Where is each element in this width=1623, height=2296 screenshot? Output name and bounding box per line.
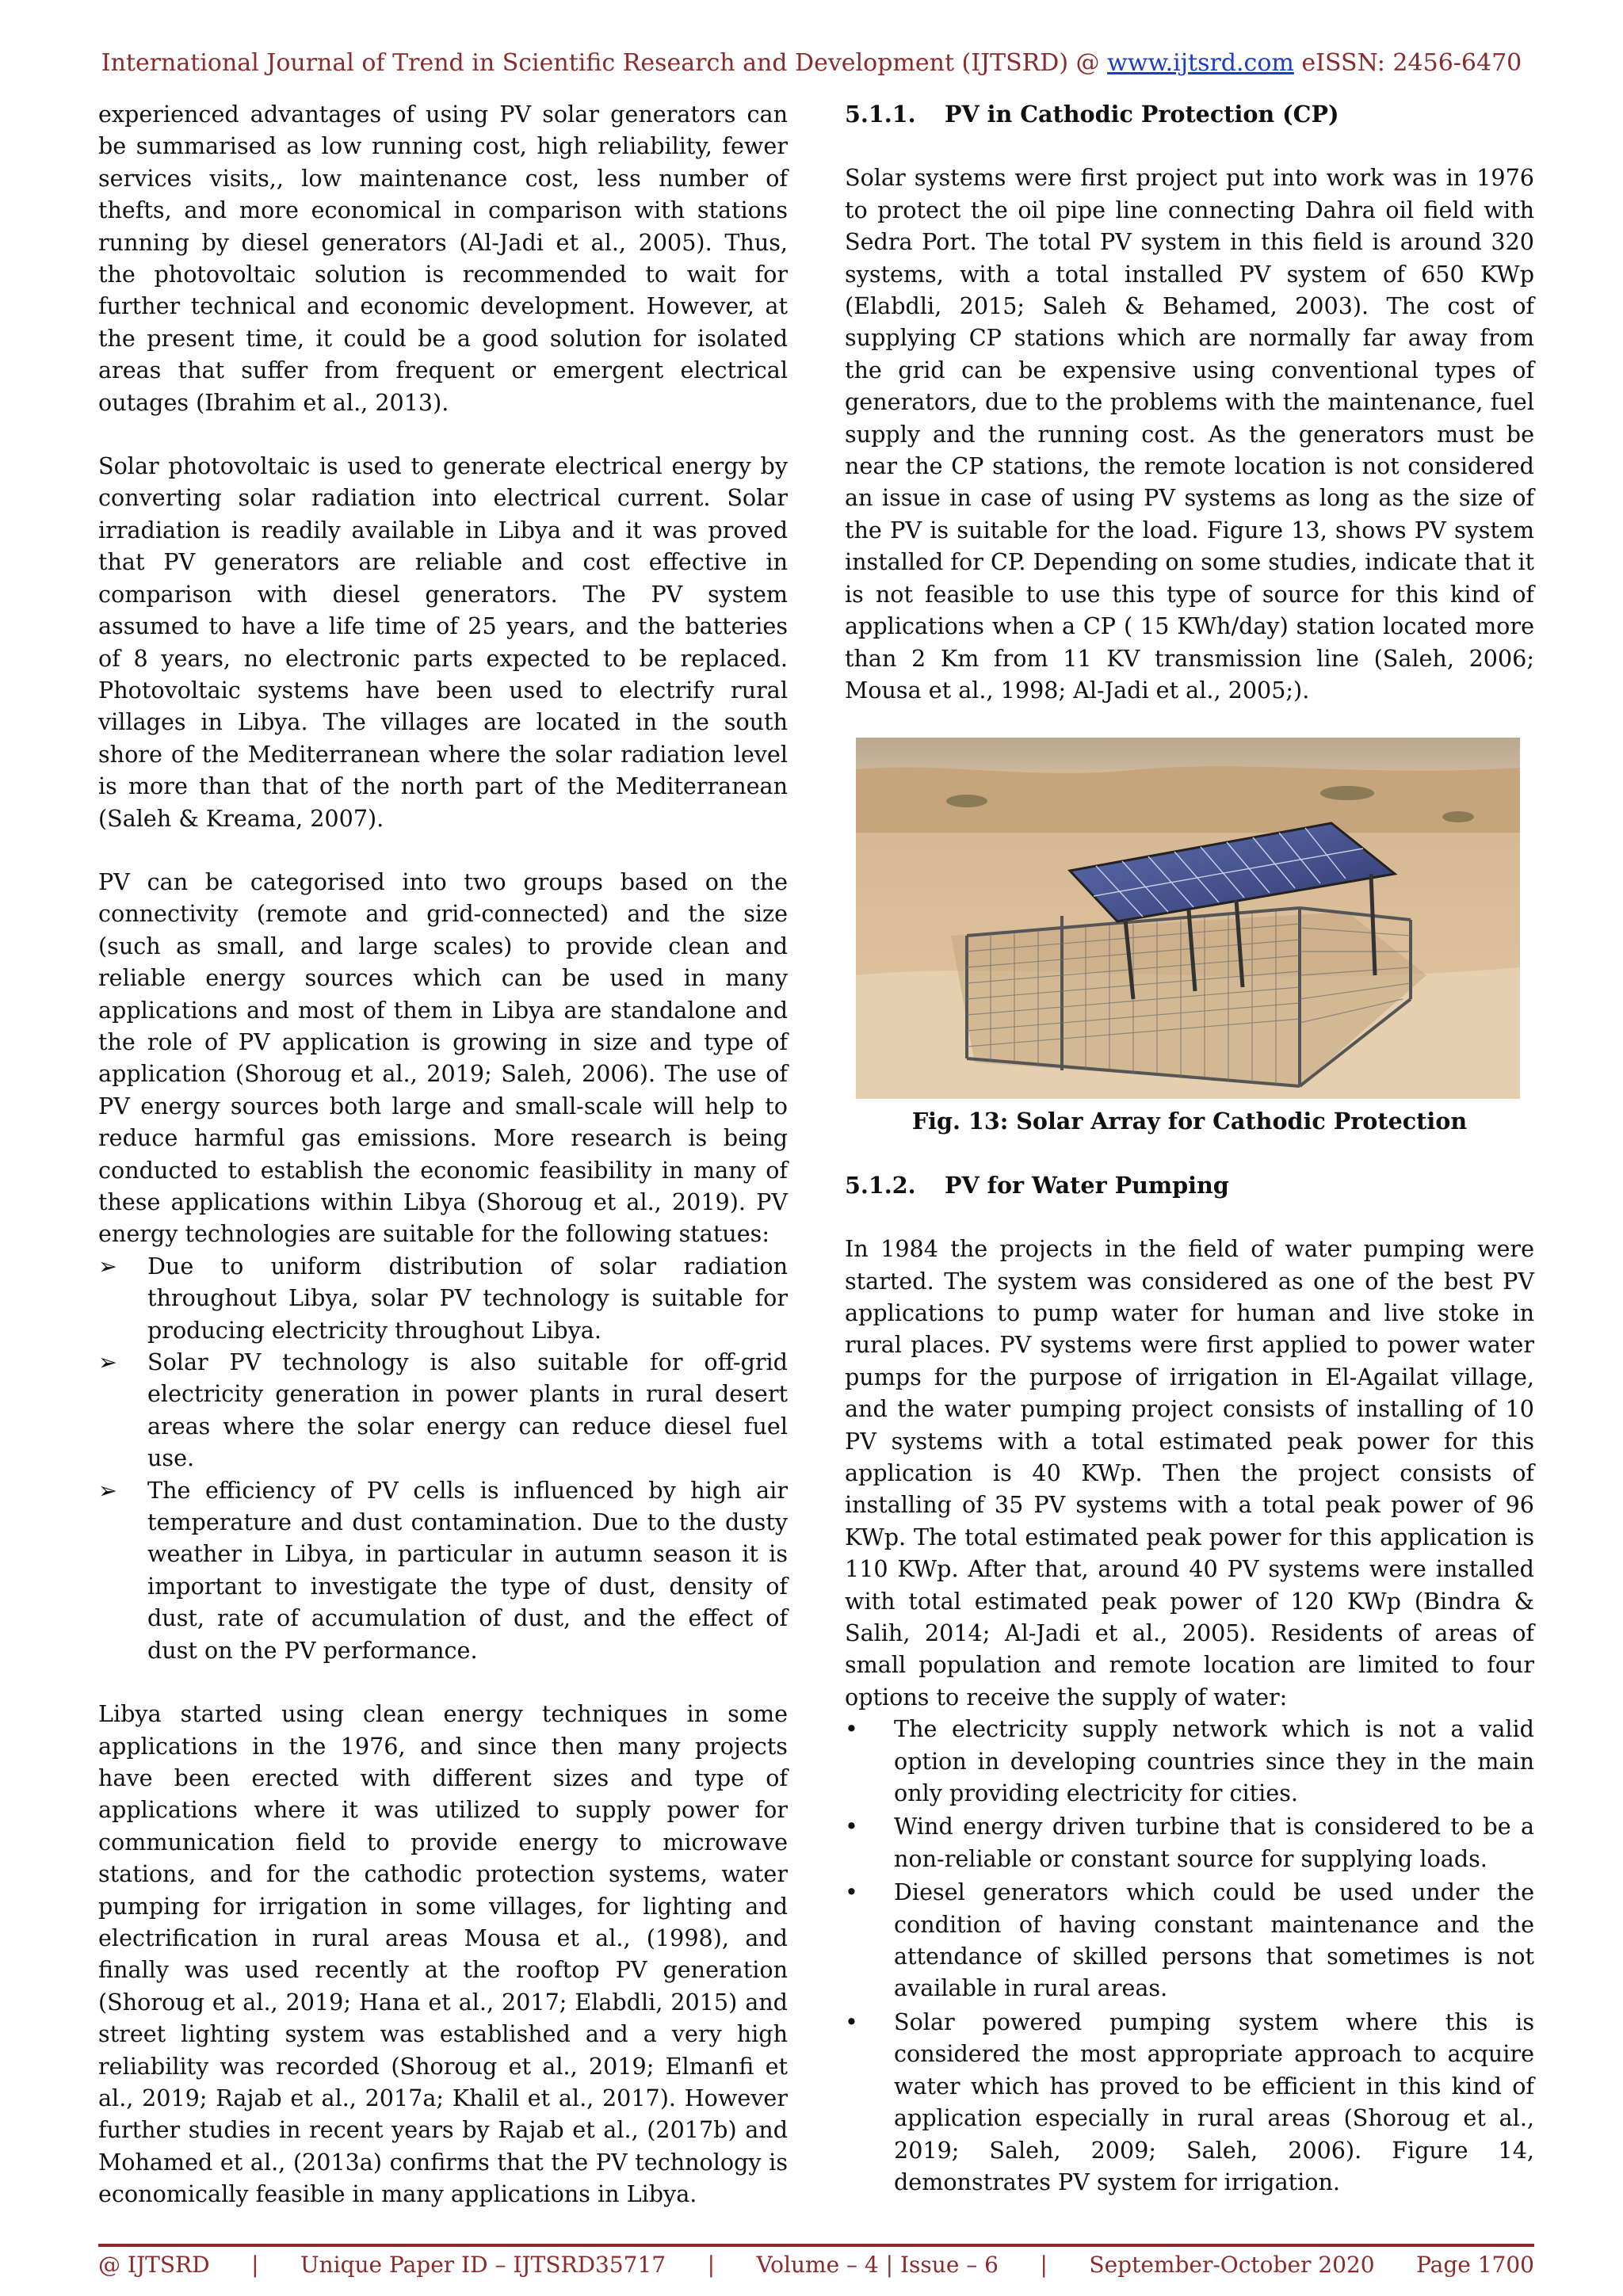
issn: eISSN: 2456-6470 — [1301, 49, 1522, 77]
list-item-text: Diesel generators which could be used under the condition of having constant maintenance and the attendance of skilled persons that sometimes is not available in rural areas. — [894, 1878, 1534, 2002]
section-heading-5-1-1 — [845, 98, 1534, 130]
footer-separator: | — [707, 2252, 716, 2278]
journal-link[interactable]: www.ijtsrd.com — [1107, 49, 1294, 77]
list-item-text: Due to uniform distribution of solar radiation throughout Libya, solar PV technology is suitable for producing electricity throughout Libya. — [147, 1252, 788, 1344]
section-5-1-2-paragraph: In 1984 the projects in the field of water pumping were started. The system was considered as one of the best PV applications to pump water for human and live stoke in rural places. PV systems were first applied to power water pumps for the purpose of irrigation in El-Agailat village, and the water pumping project consists of installing of 10 PV systems with a total estimated peak power for this application is 40 KWp. Then the project consists of installing of 35 PV systems with a total peak power of 96 KWp. The total estimated peak power for this application is 110 KWp. After that, around 40 PV systems were installed with total estimated peak power of 120 KWp (Bindra & Salih, 2014; Al-Jadi et al., 2005). Residents of areas of small population and remote location are limited to four options to receive the supply of water: — [845, 1235, 1534, 1711]
footer-publisher: @ IJTSRD — [98, 2252, 210, 2278]
arrow-bullet-icon: ➢ — [98, 1476, 117, 1504]
list-item-text: Wind energy driven turbine that is considered to be a non-reliable or constant source for supplying loads. — [894, 1813, 1534, 1872]
left-paragraph-3: PV can be categorised into two groups based on the connectivity (remote and grid-connected) and the size (such as small, and large scales) to provide clean and reliable energy sources which can be used in many applications and most of them in Libya are standalone and the role of PV application is growing in size and type of application (Shoroug et al., 2019; Saleh, 2006). The use of PV energy sources both large and small-scale will help to reduce harmful gas emissions. More research is being conducted to establish the economic feasibility in many of these applications within Libya (Shoroug et al., 2019). PV energy technologies are suitable for the following statues: — [98, 868, 788, 1248]
statues-list — [98, 1250, 788, 1666]
page-footer — [98, 2252, 1534, 2278]
arrow-bullet-icon: ➢ — [98, 1348, 117, 1376]
footer-separator: | — [1040, 2252, 1048, 2278]
list-item — [845, 1713, 1534, 1809]
section-heading-5-1-2 — [845, 1169, 1534, 1201]
list-item-text: The electricity supply network which is not a valid option in developing countries since they in the main only providing electricity for cities. — [894, 1715, 1534, 1807]
section-title: PV in Cathodic Protection (CP) — [945, 101, 1339, 128]
page-header — [0, 49, 1623, 77]
footer-volume-issue: Volume – 4 | Issue – 6 — [756, 2252, 999, 2278]
footer-paper-id: Unique Paper ID – IJTSRD35717 — [300, 2252, 666, 2278]
list-item — [845, 1876, 1534, 2004]
bullet-dot-icon: • — [845, 2008, 858, 2035]
footer-separator: | — [251, 2252, 259, 2278]
bullet-dot-icon: • — [845, 1878, 858, 1906]
left-paragraph-4: Libya started using clean energy techniques in some applications in the 1976, and since then many projects have been erected with different sizes and type of applications where it was utilized to supply power for communication field to provide energy to microwave stations, and for the cathodic protection systems, water pumping for irrigation in some villages, for lighting and electrification in rural areas Mousa et al., (1998), and finally was used recently at the rooftop PV generation (Shoroug et al., 2019; Hana et al., 2017; Elabdli, 2015) and street lighting system was established and a very high reliability was recorded (Shoroug et al., 2019; Elmanfi et al., 2019; Rajab et al., 2017a; Khalil et al., 2017). However further studies in recent years by Rajab et al., (2017b) and Mohamed et al., (2013a) confirms that the PV technology is economically feasible in many applications in Libya. — [98, 1700, 788, 2208]
left-column — [98, 98, 788, 2242]
arrow-bullet-icon: ➢ — [98, 1252, 117, 1280]
bullet-dot-icon: • — [845, 1715, 858, 1743]
section-number: 5.1.2. — [845, 1171, 916, 1199]
list-item — [845, 2006, 1534, 2198]
left-paragraph-2: Solar photovoltaic is used to generate electrical energy by converting solar radiation into electrical current. Solar irradiation is readily available in Libya and it was proved that PV generators are reliable and cost effective in comparison with diesel generators. The PV system assumed to have a life time of 25 years, and the batteries of 8 years, no electronic parts expected to be replaced. Photovoltaic systems have been used to electrify rural villages in Libya. The villages are located in the south shore of the Mediterranean where the solar radiation level is more than that of the north part of the Mediterranean (Saleh & Kreama, 2007). — [98, 452, 788, 832]
water-supply-options-list — [845, 1713, 1534, 2198]
section-number: 5.1.1. — [845, 101, 916, 128]
footer-rule — [98, 2244, 1534, 2247]
footer-page-number: Page 1700 — [1416, 2252, 1534, 2278]
left-paragraph-1: experienced advantages of using PV solar generators can be summarised as low running cost, high reliability, fewer services visits,, low maintenance cost, less number of thefts, and more economical in comparison with stations running by diesel generators (Al-Jadi et al., 2005). Thus, the photovoltaic solution is recommended to wait for further technical and economic development. However, at the present time, it could be a good solution for isolated areas that suffer from frequent or emergent electrical outages (Ibrahim et al., 2013). — [98, 101, 788, 416]
section-5-1-1-paragraph: Solar systems were first project put into work was in 1976 to protect the oil pipe line connecting Dahra oil field with Sedra Port. The total PV system in this field is around 320 systems, with a total installed PV system of 650 KWp (Elabdli, 2015; Saleh & Behamed, 2003). The cost of supplying CP stations which are normally far away from the grid can be expensive using conventional types of generators, due to the problems with the maintenance, fuel supply and the running cost. As the generators must be near the CP stations, the remote location is not considered an issue in case of using PV systems as long as the size of the PV is suitable for the load. Figure 13, shows PV system installed for CP. Depending on some studies, indicate that it is not feasible to use this type of source for this kind of applications when a CP ( 15 KWh/day) station located more than 2 Km from 11 KV transmission line (Saleh, 2006; Mousa et al., 1998; Al-Jadi et al., 2005;). — [845, 164, 1534, 704]
list-item-text: The efficiency of PV cells is influenced by high air temperature and dust contamination. Due to the dusty weather in Libya, in particular in autumn season it is important to investigate the type of dust, density of dust, rate of accumulation of dust, and the effect of dust on the PV performance. — [147, 1476, 788, 1664]
right-column — [845, 98, 1534, 2229]
footer-date: September-October 2020 — [1089, 2252, 1375, 2278]
bullet-dot-icon: • — [845, 1813, 858, 1840]
figure-13-caption: Fig. 13: Solar Array for Cathodic Protection — [911, 1108, 1468, 1135]
list-item — [98, 1250, 788, 1346]
list-item — [98, 1346, 788, 1474]
list-item-text: Solar PV technology is also suitable for off-grid electricity generation in power plants in rural desert areas where the solar energy can reduce diesel fuel use. — [147, 1348, 788, 1472]
section-title: PV for Water Pumping — [945, 1171, 1229, 1199]
solar-array-illustration — [856, 738, 1520, 1099]
journal-title: International Journal of Trend in Scientific Research and Development (IJTSRD) @ — [101, 49, 1100, 77]
list-item-text: Solar powered pumping system where this is considered the most appropriate approach to acquire water which has proved to be efficient in this kind of application especially in rural areas (Shoroug et al., 2019; Saleh, 2009; Saleh, 2006). Figure 14, demonstrates PV system for irrigation. — [894, 2008, 1534, 2195]
list-item — [845, 1810, 1534, 1875]
list-item — [98, 1474, 788, 1666]
figure-13-solar-array-photo — [856, 738, 1520, 1099]
